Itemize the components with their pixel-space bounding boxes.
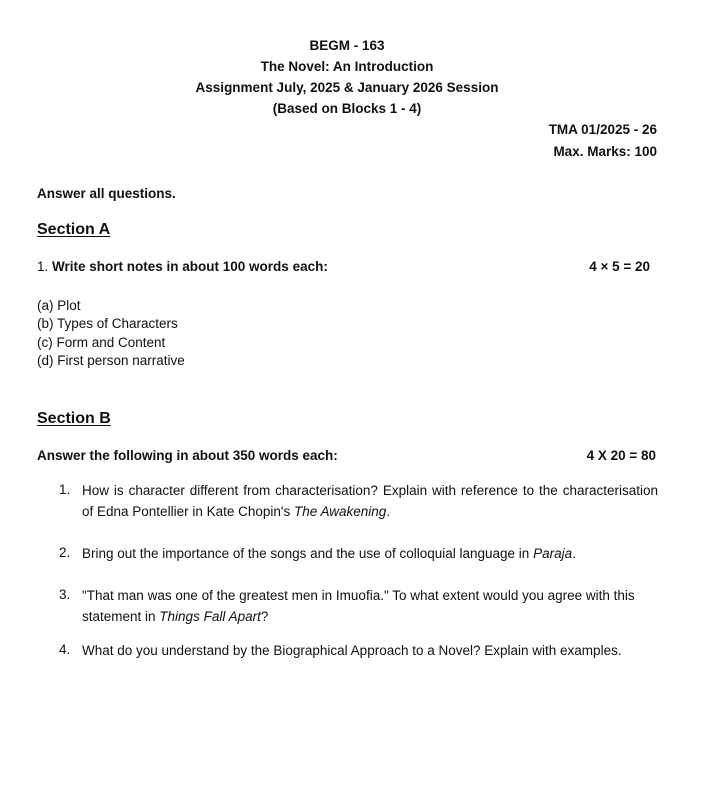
- tma-number: TMA 01/2025 - 26: [548, 122, 657, 137]
- question-text: What do you understand by the Biographical Approach to a Novel? Explain with examples.: [82, 643, 622, 658]
- list-item: (d) First person narrative: [37, 353, 185, 368]
- list-item: (a) Plot: [37, 298, 81, 313]
- question-number: 1.: [59, 482, 71, 497]
- question-text: Write short notes in about 100 words each:: [52, 259, 328, 274]
- section-b-heading: Section B: [37, 410, 111, 427]
- work-title: Things Fall Apart: [159, 609, 261, 624]
- question-text: Bring out the importance of the songs and the use of colloquial language in Paraja.: [82, 546, 576, 561]
- assignment-session: Assignment July, 2025 & January 2026 Session: [195, 80, 499, 95]
- general-instruction: Answer all questions.: [37, 186, 176, 201]
- section-b-marks: 4 X 20 = 80: [586, 448, 656, 463]
- list-item: (b) Types of Characters: [37, 316, 178, 331]
- question-number: 3.: [59, 587, 71, 602]
- question-number: 2.: [59, 545, 71, 560]
- work-title: The Awakening: [293, 504, 387, 519]
- blocks-note: (Based on Blocks 1 - 4): [272, 101, 422, 116]
- section-a-question: [37, 259, 328, 274]
- max-marks: Max. Marks: 100: [553, 144, 657, 159]
- question-number: 4.: [59, 642, 71, 657]
- list-item: (c) Form and Content: [37, 335, 166, 350]
- work-title: Paraja: [533, 546, 573, 561]
- course-title: The Novel: An Introduction: [260, 59, 434, 74]
- question-text: "That man was one of the greatest men in Imuofia." To what extent would you agree with this statement in Things Fall Apart?: [82, 588, 635, 624]
- question-text: How is character different from characterisation? Explain with reference to the characterisation of Edna Pontellier in Kate Chopin's The Awakening.: [82, 483, 658, 519]
- section-b-instruction: Answer the following in about 350 words each:: [37, 448, 338, 463]
- section-a-marks: 4 × 5 = 20: [589, 259, 650, 274]
- section-a-heading: Section A: [37, 221, 111, 238]
- course-code: BEGM - 163: [309, 38, 385, 53]
- question-number: 1.: [37, 259, 49, 274]
